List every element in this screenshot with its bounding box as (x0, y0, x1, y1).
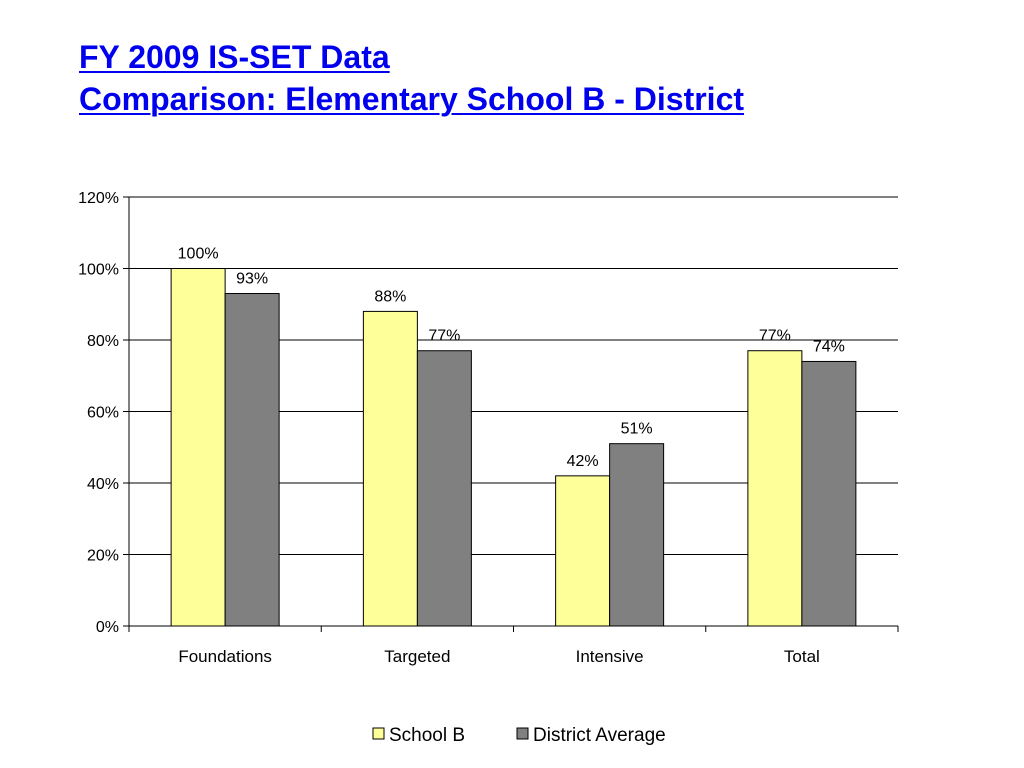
data-label: 100% (177, 245, 219, 263)
bar (556, 476, 610, 626)
x-category-label: Foundations (178, 647, 272, 666)
x-category-label: Targeted (384, 647, 451, 666)
data-label: 51% (620, 420, 653, 438)
y-tick-label: 120% (78, 190, 119, 207)
bar (171, 269, 225, 627)
legend-label: School B (389, 725, 466, 746)
legend-swatch (517, 728, 528, 739)
y-tick-label: 80% (86, 333, 119, 350)
x-category-label: Intensive (575, 647, 644, 666)
bar (748, 351, 802, 626)
bar (225, 294, 279, 626)
y-tick-label: 100% (78, 261, 119, 279)
x-category-label: Total (783, 647, 820, 666)
legend-swatch (373, 728, 384, 739)
bar (417, 351, 471, 626)
title-line-2[interactable]: Comparison: Elementary School B - District (79, 81, 745, 117)
data-label: 77% (428, 327, 461, 345)
bar (363, 311, 417, 626)
data-label: 42% (566, 452, 599, 470)
legend (373, 725, 666, 746)
data-label: 93% (236, 270, 269, 288)
data-label: 88% (374, 288, 407, 306)
data-label: 74% (812, 338, 845, 356)
bar (802, 361, 856, 626)
title-line-1[interactable]: FY 2009 IS-SET Data (79, 39, 390, 75)
bar (610, 444, 664, 626)
y-tick-label: 0% (95, 619, 119, 636)
data-label: 77% (758, 327, 791, 345)
y-tick-label: 40% (86, 476, 119, 493)
bars (171, 269, 856, 627)
legend-label: District Average (533, 725, 666, 746)
y-tick-label: 60% (86, 404, 119, 422)
y-tick-label: 20% (86, 547, 119, 565)
